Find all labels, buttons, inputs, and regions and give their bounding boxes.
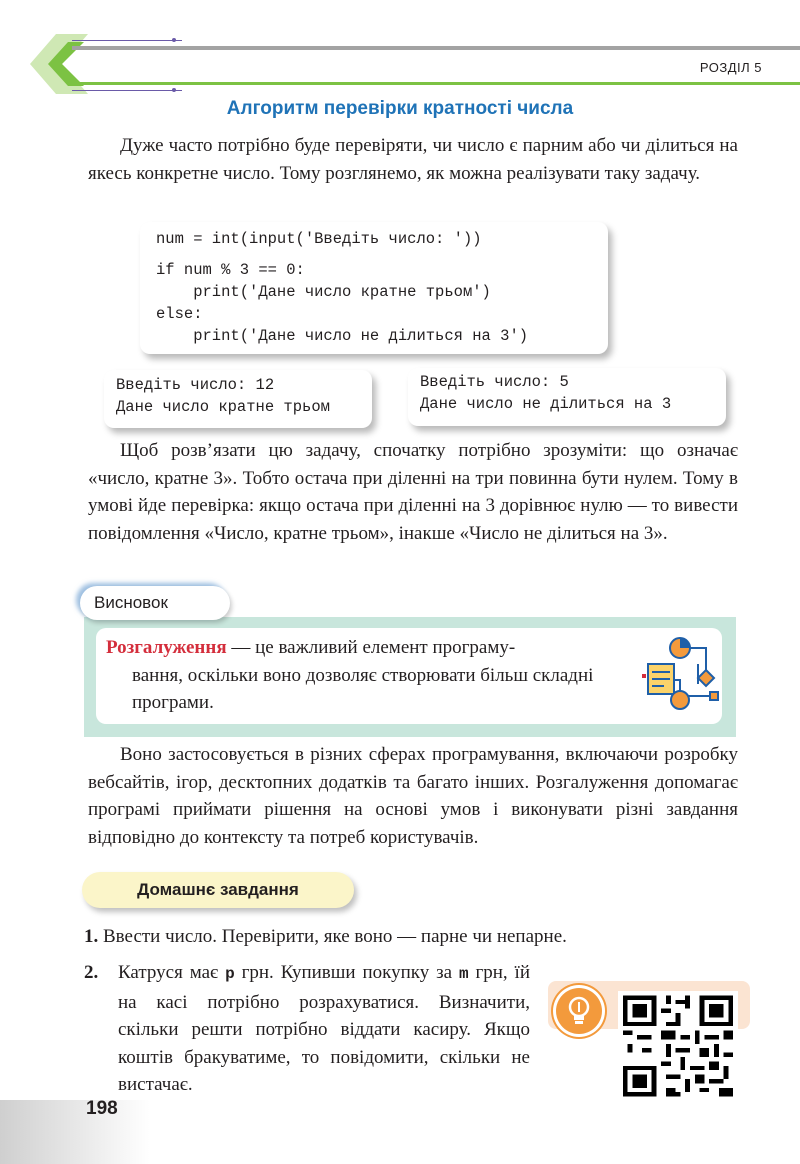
- section-label: РОЗДІЛ 5: [699, 60, 762, 75]
- task-2-text-c: грн, їй на касі потрібно розрахуватися. Визначити, скільки решти потрібно віддати касиру. Якщо коштів бракуватиме, то повідомити, скільки не вистачає.: [118, 962, 530, 1095]
- explanation-paragraph: Щоб розв’язати цю задачу, спочатку потрібно зрозуміти: що означає «число, кратне 3». Тобто остача при діленні на три повинна бути нулем. Тому в умові йде перевірка: якщо остача при діленні на 3 дорівнює нулю — то вивести повідомлення «Число, кратне трьом», інакше «Число не ділиться на 3».: [88, 440, 738, 544]
- code-if-else: if num % 3 == 0: print('Дане число кратне трьом') else: print('Дане число не ділиться на 3'): [156, 261, 529, 345]
- conclusion-text-2: вання, оскільки воно дозволяє створювати більш складні програми.: [132, 664, 594, 713]
- task-1-number: 1.: [84, 926, 99, 947]
- flowchart-icon: [640, 634, 722, 716]
- code-block: [140, 222, 608, 354]
- conclusion-text-1: — це важливий елемент програму-: [226, 637, 516, 658]
- conclusion-text: [106, 634, 626, 717]
- task-1-text: Ввести число. Перевірити, яке воно — парне чи непарне.: [103, 926, 567, 947]
- output-text-1: Введіть число: 12 Дане число кратне трьом: [116, 376, 330, 416]
- intro-paragraph: Дуже часто потрібно буде перевіряти, чи число є парним або чи ділиться на якесь конкретне число. Тому розглянемо, як можна реалізувати таку задачу.: [88, 135, 738, 184]
- conclusion-term: Розгалуження: [106, 637, 227, 658]
- code-line-input: num = int(input('Введіть число: ')): [156, 230, 482, 248]
- page-number: 198: [86, 1098, 118, 1119]
- task-2-number: 2.: [84, 962, 99, 983]
- task-2-var-m: m: [458, 965, 469, 983]
- page-title: Алгоритм перевірки кратності числа: [226, 98, 574, 119]
- footer-band: [0, 1100, 150, 1164]
- task-2-text-a: Катруся має: [118, 962, 226, 983]
- homework-task-1: [84, 923, 744, 951]
- homework-tab: Домашнє завдання: [82, 872, 354, 908]
- output-box-1: [104, 370, 372, 428]
- usage-paragraph: Воно застосовується в різних сферах програмування, включаючи розробку вебсайтів, ігор, десктопних додатків та багато інших. Розгалуження допомагає програмі приймати рішення на основі умов і виконувати різні завдання відповідно до контексту та потреб користувачів.: [88, 744, 738, 848]
- conclusion-tab: Висновок: [80, 586, 230, 620]
- task-2-var-p: p: [225, 965, 235, 983]
- homework-task-2: [118, 959, 530, 1099]
- qr-code: [618, 991, 738, 1101]
- lightbulb-icon: [556, 988, 602, 1034]
- output-box-2: [408, 368, 726, 426]
- task-2-text-b: грн. Купивши покупку за: [234, 962, 459, 983]
- output-text-2: Введіть число: 5 Дане число не ділиться на 3: [420, 373, 672, 413]
